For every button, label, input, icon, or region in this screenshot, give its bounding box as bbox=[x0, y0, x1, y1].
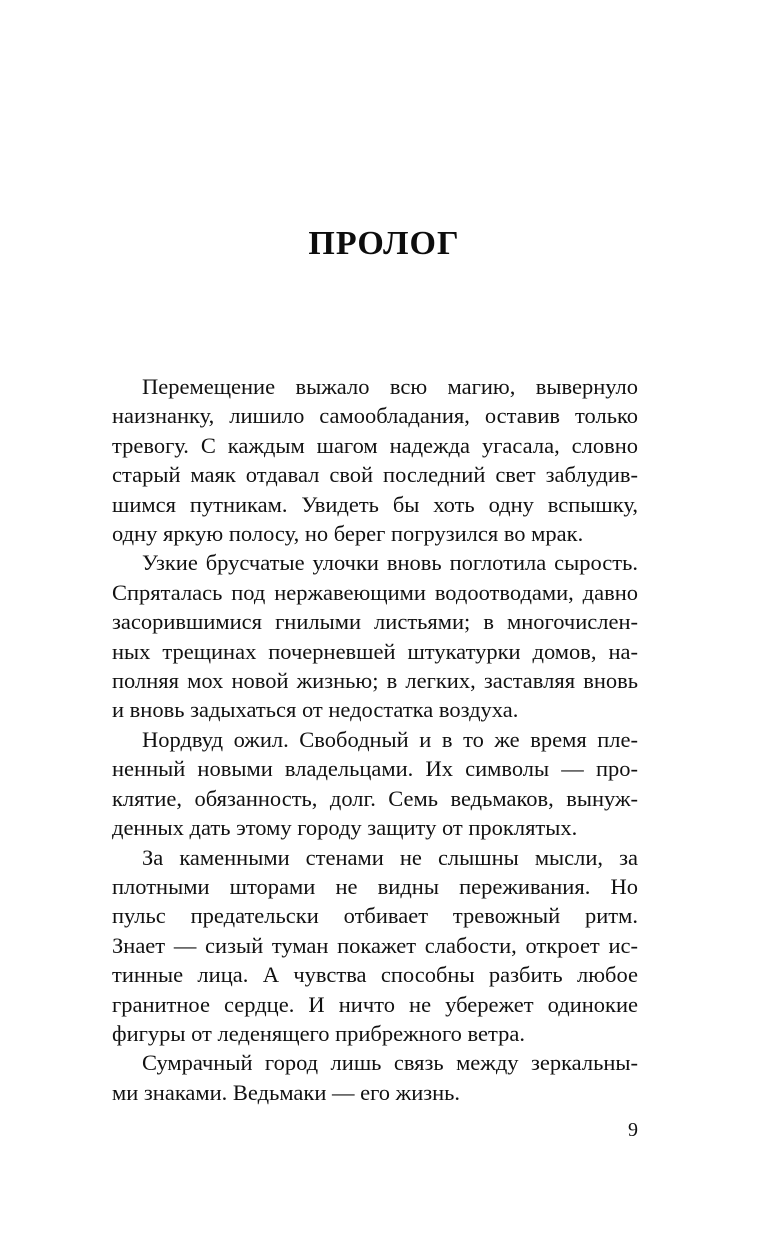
paragraph bbox=[112, 1048, 638, 1107]
text-line: пульс предательски отбивает тревожный ритм. bbox=[112, 903, 638, 929]
text-line: тревогу. С каждым шагом надежда угасала, словно bbox=[112, 432, 638, 458]
text-line: Нордвуд ожил. Свободный и в то же время пле- bbox=[142, 726, 638, 752]
text-line: Узкие брусчатые улочки вновь поглотила сырость. bbox=[142, 550, 638, 576]
text-line: Сумрачный город лишь связь между зеркальны- bbox=[142, 1050, 638, 1076]
text-line: старый маяк отдавал свой последний свет заблудив- bbox=[112, 462, 638, 488]
text-line: фигуры от леденящего прибрежного ветра. bbox=[112, 1020, 525, 1046]
text-line: Знает — сизый туман покажет слабости, откроет ис- bbox=[112, 932, 638, 958]
body-text bbox=[112, 372, 638, 1107]
text-line: Перемещение выжало всю магию, вывернуло bbox=[142, 374, 638, 399]
text-line: шимся путникам. Увидеть бы хоть одну вспышку, bbox=[112, 491, 638, 517]
text-line: ных трещинах почерневшей штукатурки домов, на- bbox=[112, 638, 638, 664]
text-line: плотными шторами не видны переживания. Но bbox=[112, 873, 638, 899]
text-line: гранитное сердце. И ничто не убережет одинокие bbox=[112, 991, 638, 1017]
text-line: За каменными стенами не слышны мысли, за bbox=[142, 844, 638, 870]
text-line: клятие, обязанность, долг. Семь ведьмаков, вынуж- bbox=[112, 785, 638, 811]
paragraph bbox=[112, 548, 638, 724]
text-line: ненный новыми владельцами. Их символы — про- bbox=[112, 756, 638, 782]
text-line: Спряталась под нержавеющими водоотводами, давно bbox=[112, 579, 638, 605]
page-number: 9 bbox=[628, 1119, 638, 1141]
chapter-title: ПРОЛОГ bbox=[308, 225, 460, 262]
text-line: денных дать этому городу защиту от проклятых. bbox=[112, 815, 578, 841]
paragraph bbox=[112, 725, 638, 843]
paragraph bbox=[112, 372, 638, 548]
paragraph bbox=[112, 843, 638, 1049]
text-line: тинные лица. А чувства способны разбить любое bbox=[112, 962, 638, 988]
text-line: наизнанку, лишило самообладания, оставив только bbox=[112, 403, 638, 429]
text-line: ми знаками. Ведьмаки — его жизнь. bbox=[112, 1079, 461, 1105]
text-line: и вновь задыхаться от недостатка воздуха. bbox=[112, 697, 519, 723]
text-line: полняя мох новой жизнью; в легких, заставляя вновь bbox=[112, 668, 638, 694]
text-line: засорившимися гнилыми листьями; в многочислен- bbox=[112, 609, 638, 635]
text-line: одну яркую полосу, но берег погрузился во мрак. bbox=[112, 521, 584, 547]
